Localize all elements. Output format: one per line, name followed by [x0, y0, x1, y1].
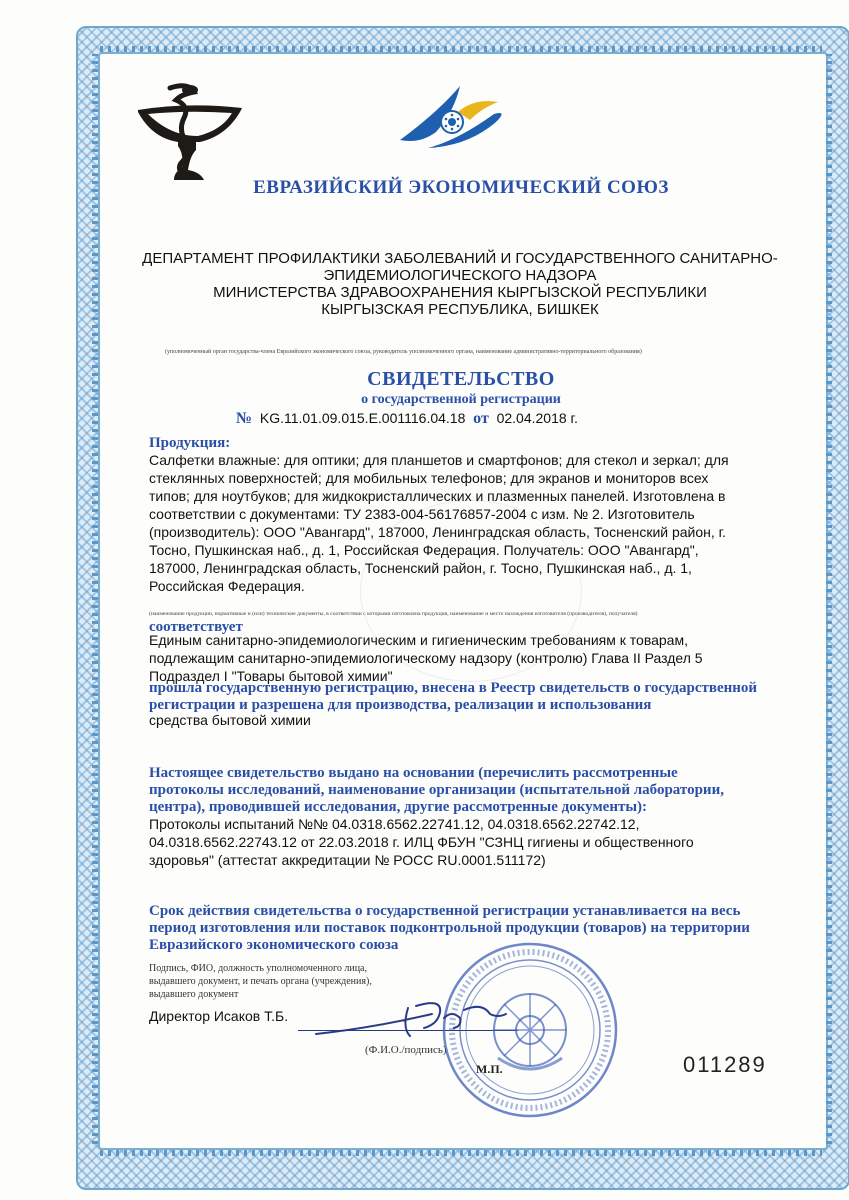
- conformity-heading: соответствует: [149, 619, 243, 635]
- caduceus-bowl-icon: [130, 80, 245, 190]
- basis-line: 04.0318.6562.22743.12 от 22.03.2018 г. ИЛЦ ФБУН "СЗНЦ гигиены и общественного: [149, 834, 694, 850]
- border-dots-left: [92, 54, 98, 1144]
- product-line: Российская Федерация.: [149, 578, 305, 594]
- basis-line: Протоколы испытаний №№ 04.0318.6562.22741.12, 04.0318.6562.22742.12,: [149, 816, 640, 832]
- department-line-2: ЭПИДЕМИОЛОГИЧЕСКОГО НАДЗОРА: [323, 267, 597, 284]
- date-label: от: [473, 410, 489, 427]
- fio-caption: (Ф.И.О./подпись): [365, 1044, 447, 1056]
- product-line: стеклянных поверхностей; для мобильных телефонов; для экранов и мониторов всех: [149, 470, 709, 486]
- product-heading: Продукция:: [149, 435, 231, 451]
- validity-line: Евразийского экономического союза: [149, 937, 399, 953]
- conformity-line: подлежащим санитарно-эпидемиологическому надзору (контролю) Глава II Раздел 5: [149, 650, 703, 666]
- department-note: (уполномоченный орган государства-члена Евразийского экономического союза, руководитель уполномоченного органа, наименование административно-территориального образования): [165, 349, 642, 355]
- basis-text: [149, 815, 799, 869]
- department-line-4: КЫРГЫЗСКАЯ РЕСПУБЛИКА, БИШКЕК: [321, 301, 599, 318]
- product-line: соответствии с документами: ТУ 2383-004-56176857-2004 с изм. № 2. Изготовитель: [149, 506, 695, 522]
- registration-heading: [149, 680, 809, 714]
- department-line-1: ДЕПАРТАМЕНТ ПРОФИЛАКТИКИ ЗАБОЛЕВАНИЙ И ГОСУДАРСТВЕННОГО САНИТАРНО-: [142, 250, 778, 267]
- registration-heading-line: прошла государственную регистрацию, внесена в Реестр свидетельств о государственной: [149, 680, 758, 696]
- certificate-subtitle: о государственной регистрации: [361, 392, 561, 407]
- signature-note-line: Подпись, ФИО, должность уполномоченного лица,: [149, 963, 367, 974]
- certificate-number: KG.11.01.09.015.Е.001116.04.18: [259, 410, 466, 426]
- conformity-line: Единым санитарно-эпидемиологическим и гигиеническим требованиям к товарам,: [149, 632, 688, 648]
- product-text: [149, 451, 799, 595]
- registration-text: средства бытовой химии: [149, 712, 311, 728]
- handwritten-signature: [312, 988, 512, 1048]
- serial-number: 011289: [683, 1052, 767, 1077]
- basis-heading-line: протоколы исследований, наименование организации (испытательной лаборатории,: [149, 782, 724, 798]
- conformity-text: [149, 631, 799, 685]
- conformity-line: Подраздел I "Товары бытовой химии": [149, 668, 393, 684]
- certificate-title: СВИДЕТЕЛЬСТВО: [367, 368, 555, 390]
- department-line-3: МИНИСТЕРСТВА ЗДРАВООХРАНЕНИЯ КЫРГЫЗСКОЙ РЕСПУБЛИКИ: [213, 284, 707, 301]
- basis-heading-line: Настоящее свидетельство выдано на основании (перечислить рассмотренные: [149, 765, 678, 781]
- signature-note-line: выдавшего документ, и печать органа (учреждения),: [149, 976, 372, 987]
- border-dots-top: [100, 46, 822, 52]
- validity-line: Срок действия свидетельства о государственной регистрации устанавливается на весь: [149, 903, 741, 919]
- certificate-date: 02.04.2018 г.: [496, 410, 578, 426]
- product-line: Тосно, Пушкинская наб., д. 1, Российская Федерация. Получатель: ООО "Авангард",: [149, 542, 699, 558]
- validity-line: период изготовления или поставок подконтрольной продукции (товаров) на территории: [149, 920, 750, 936]
- product-line: (производитель): ООО "Авангард", 187000, Ленинградская область, Тосненский район, г.: [149, 524, 726, 540]
- registration-heading-line: регистрации и разрешена для производства, реализации и использования: [149, 697, 652, 713]
- signature-note-line: выдавшего документ: [149, 989, 239, 1000]
- border-dots-right: [826, 54, 832, 1144]
- product-note: (наименование продукции, нормативные и (или) технические документы, в соответствии с которыми изготовлена продукция, наименование и место нахождения изготовителя (производителя), получателя): [149, 611, 638, 617]
- basis-heading: [149, 765, 809, 816]
- number-label: №: [236, 410, 253, 427]
- eaeu-emblem-icon: [398, 82, 508, 160]
- border-dots-bottom: [100, 1150, 822, 1156]
- product-line: Салфетки влажные: для оптики; для планшетов и смартфонов; для стекол и зеркал; для: [149, 452, 729, 468]
- signer-name: Директор Исаков Т.Б.: [149, 1008, 289, 1024]
- seal-mp: М.П.: [476, 1062, 503, 1076]
- basis-line: здоровья" (аттестат аккредитации № РОСС RU.0001.511172): [149, 852, 546, 868]
- product-line: 187000, Ленинградская область, Тосненский район, г. Тосно, Пушкинская наб., д. 1,: [149, 560, 692, 576]
- certificate-number-line: [236, 410, 578, 428]
- union-title: ЕВРАЗИЙСКИЙ ЭКОНОМИЧЕСКИЙ СОЮЗ: [253, 177, 669, 198]
- basis-heading-line: центра), проводившей исследования, другие рассмотренные документы):: [149, 799, 648, 815]
- product-line: типов; для ноутбуков; для жидкокристаллических и плазменных панелей. Изготовлена в: [149, 488, 726, 504]
